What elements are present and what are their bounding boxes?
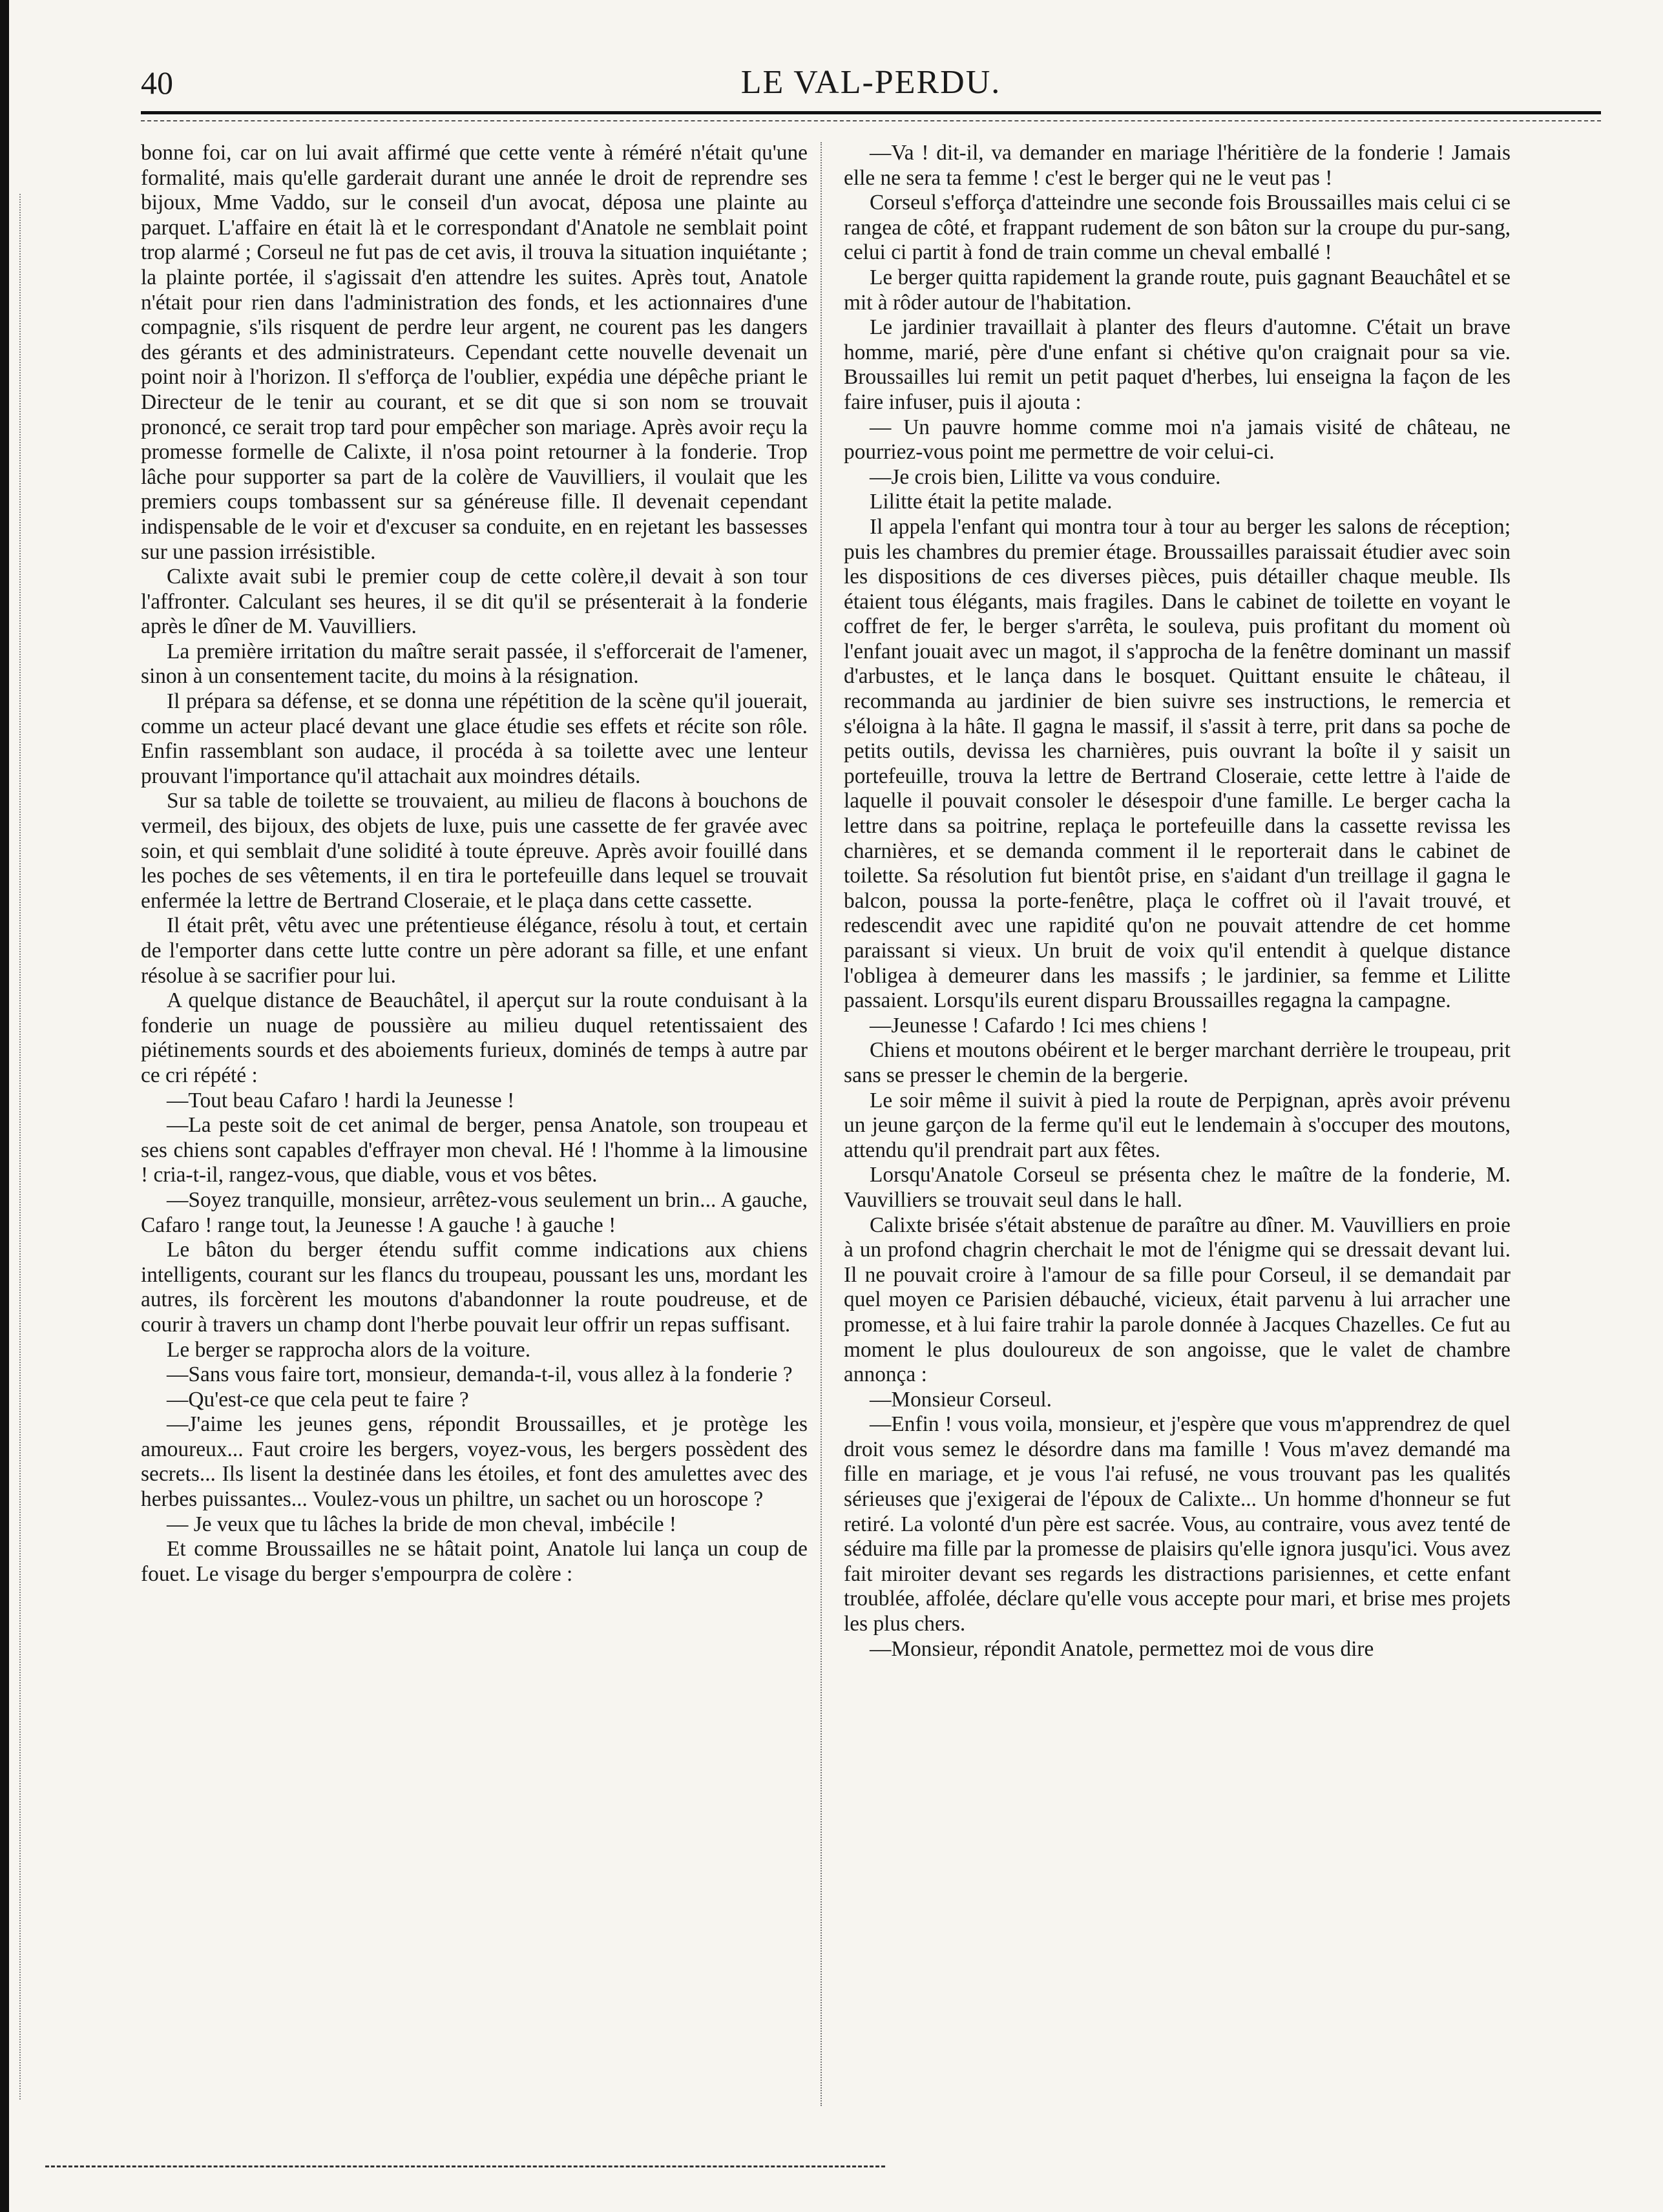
paragraph: —Soyez tranquille, monsieur, arrêtez-vous seulement un brin... A gauche, Cafaro ! range tout, la Jeunesse ! A gauche ! à gauche !	[141, 1187, 808, 1237]
paragraph: — Je veux que tu lâches la bride de mon cheval, imbécile !	[167, 1512, 677, 1536]
paragraph: —Monsieur, répondit Anatole, permettez moi de vous dire	[870, 1636, 1374, 1661]
header-rule	[141, 111, 1601, 114]
paragraph: Il prépara sa défense, et se donna une répétition de la scène qu'il jouerait, comme un acteur placé devant une glace étudie ses effets et récite son rôle. Enfin rassemblant son audace, il procéda à sa toilette avec une lenteur prouvant l'importance qu'il attachait aux moindres détails.	[141, 689, 808, 788]
paragraph: Chiens et moutons obéirent et le berger marchant derrière le troupeau, prit sans se presser le chemin de la bergerie.	[844, 1038, 1511, 1087]
left-column	[141, 141, 808, 1587]
paragraph: —Jeunesse ! Cafardo ! Ici mes chiens !	[870, 1013, 1208, 1038]
footer-rule	[45, 2165, 885, 2167]
paragraph: Sur sa table de toilette se trouvaient, au milieu de flacons à bouchons de vermeil, des bijoux, des objets de luxe, puis une cassette de fer gravée avec soin, et qui semblait d'une solidité à toute épreuve. Après avoir fouillé dans les poches de ses vêtements, il en tira le portefeuille dans lequel se trouvait enfermée la lettre de Bertrand Closeraie, et le plaça dans cette cassette.	[141, 789, 808, 913]
paragraph: Et comme Broussailles ne se hâtait point, Anatole lui lança un coup de fouet. Le visage du berger s'empourpra de colère :	[141, 1537, 808, 1586]
paragraph: — Un pauvre homme comme moi n'a jamais visité de château, ne pourriez-vous point me permettre de voir celui-ci.	[844, 415, 1511, 464]
column-divider	[821, 142, 822, 2106]
paragraph: —Sans vous faire tort, monsieur, demanda-t-il, vous allez à la fonderie ?	[167, 1362, 793, 1387]
paragraph: —Je crois bien, Lilitte va vous conduire.	[870, 464, 1221, 489]
paragraph: Calixte brisée s'était abstenue de paraître au dîner. M. Vauvilliers en proie à un profond chagrin cherchait le mot de l'énigme qui se dressait devant lui. Il ne pouvait croire à l'amour de sa fille pour Corseul, il se demandait par quel moyen ce Parisien débauché, vicieux, était parvenu à lui arracher une promesse, et à lui faire trahir la parole donnée à Jacques Chazelles. Ce fut au moment le plus douloureux de son angoisse, que le valet de chambre annonça :	[844, 1213, 1511, 1387]
running-title: LE VAL-PERDU.	[740, 64, 1001, 101]
paragraph: Le berger quitta rapidement la grande route, puis gagnant Beauchâtel et se mit à rôder autour de l'habitation.	[844, 265, 1511, 315]
paragraph: —Va ! dit-il, va demander en mariage l'héritière de la fonderie ! Jamais elle ne sera ta femme ! c'est le berger qui ne le veut pas !	[844, 141, 1511, 190]
paragraph: —Monsieur Corseul.	[870, 1387, 1052, 1412]
page-number: 40	[141, 65, 173, 101]
paragraph: Corseul s'efforça d'atteindre une seconde fois Broussailles mais celui ci se rangea de côté, et frappant rudement de son bâton sur la croupe du pur-sang, celui ci partit à fond de train comme un cheval emballé !	[844, 191, 1511, 265]
paragraph: Le soir même il suivit à pied la route de Perpignan, après avoir prévenu un jeune garçon de la ferme qu'il eut le lendemain à s'occuper des moutons, attendu qu'il prendrait part aux fêtes.	[844, 1088, 1511, 1162]
paragraph: Le bâton du berger étendu suffit comme indications aux chiens intelligents, courant sur les flancs du troupeau, poussant les uns, mordant les autres, ils forcèrent les moutons d'abandonner la route poudreuse, et de courir à travers un champ dont l'herbe pouvait leur offrir un repas suffisant.	[141, 1238, 808, 1337]
header-rule-dashed	[141, 120, 1601, 121]
binding-edge	[0, 0, 9, 2212]
paragraph: Il était prêt, vêtu avec une prétentieuse élégance, résolu à tout, et certain de l'emporter dans cette lutte contre un père adorant sa fille, et une enfant résolue à se sacrifier pour lui.	[141, 913, 808, 988]
paragraph: La première irritation du maître serait passée, il s'efforcerait de l'amener, sinon à un consentement tacite, du moins à la résignation.	[141, 639, 808, 689]
paragraph: —La peste soit de cet animal de berger, pensa Anatole, son troupeau et ses chiens sont capables d'effrayer mon cheval. Hé ! l'homme à la limousine ! cria-t-il, rangez-vous, que diable, vous et vos bêtes.	[141, 1113, 808, 1187]
paragraph: —Tout beau Cafaro ! hardi la Jeunesse !	[167, 1088, 515, 1112]
right-column	[844, 141, 1511, 1662]
paragraph: Le jardinier travaillait à planter des fleurs d'automne. C'était un brave homme, marié, père d'une enfant si chétive qu'on craignait pour sa vie. Broussailles lui remit un petit paquet d'herbes, lui enseigna la façon de les faire infuser, puis il ajouta :	[844, 315, 1511, 414]
margin-marks	[19, 194, 21, 2100]
paragraph: bonne foi, car on lui avait affirmé que cette vente à réméré n'était qu'une formalité, mais qu'elle garderait durant une année le droit de reprendre ses bijoux, Mme Vaddo, sur le conseil d'un avocat, déposa une plainte au parquet. L'affaire en était là et le correspondant d'Anatole ne semblait point trop alarmé ; Corseul ne fut pas de cet avis, il trouva la situation inquiétante ; la plainte portée, il s'agissait d'en attendre les suites. Après tout, Anatole n'était pour rien dans l'administration des fonds, et les actionnaires d'une compagnie, s'ils risquent de perdre leur argent, ne courent pas les dangers des gérants et des administrateurs. Cependant cette nouvelle devenait un point noir à l'horizon. Il s'efforça de l'oublier, expédia une dépêche priant le Directeur de le tenir au courant, et se dit que si son nom se trouvait prononcé, ce serait trop tard pour empêcher son mariage. Après avoir reçu la promesse formelle de Calixte, il n'osa point retourner à la fonderie. Trop lâche pour supporter sa part de la colère de Vauvilliers, il voulait que les premiers coups tombassent sur sa généreuse fille. Il devenait cependant indispensable de le voir et d'excuser sa conduite, en en rejetant les bassesses sur une passion irrésistible.	[141, 141, 808, 564]
paragraph: Calixte avait subi le premier coup de cette colère,il devait à son tour l'affronter. Calculant ses heures, il se dit qu'il se présenterait à la fonderie après le dîner de M. Vauvilliers.	[141, 565, 808, 639]
paragraph: Le berger se rapprocha alors de la voiture.	[167, 1337, 531, 1362]
paragraph: —Enfin ! vous voila, monsieur, et j'espère que vous m'apprendrez de quel droit vous semez le désordre dans ma famille ! Vous m'avez demandé ma fille en mariage, et je vous l'ai refusé, ne vous trouvant pas les qualités sérieuses que j'exigerai de l'époux de Calixte... Un homme d'honneur se fut retiré. La volonté d'un père est sacrée. Vous, au contraire, vous avez tenté de séduire ma fille par la promesse de plaisirs qu'elle ignora jusqu'ici. Vous avez fait miroiter devant ses regards les distractions parisiennes, et cette enfant troublée, affolée, déclare qu'elle vous accepte pour mari, et brise mes projets les plus chers.	[844, 1412, 1511, 1636]
paragraph: Il appela l'enfant qui montra tour à tour au berger les salons de réception; puis les chambres du premier étage. Broussailles paraissait étudier avec soin les dispositions de ces diverses pièces, puis détailler chaque meuble. Ils étaient tous élégants, mais fragiles. Dans le cabinet de toilette en voyant le coffret de fer, le berger s'arrêta, le souleva, puis profitant du moment où l'enfant jouait avec un magot, il s'approcha de la fenêtre dominant un massif d'arbustes, et le lança dans le bosquet. Quittant ensuite le château, il recommanda au jardinier de bien suivre ses instructions, le remercia et s'éloigna à la hâte. Il gagna le massif, il s'assit à terre, prit dans sa poche de petits outils, devissa les charnières, puis ouvrant la boîte il y saisit un portefeuille, trouva la lettre de Bertrand Closeraie, cette lettre à l'aide de laquelle il pouvait consoler le désespoir d'une famille. Le berger cacha la lettre dans sa poitrine, replaça le portefeuille dans la cassette revissa les charnières, et se demanda comment il le reporterait dans le cabinet de toilette. Sa résolution fut bientôt prise, en s'aidant d'un treillage il gagna le balcon, poussa la porte-fenêtre, plaça le coffret où il l'avait trouvé, et redescendit avec une rapidité qu'on ne pouvait attendre de cet homme paraissant si vieux. Un bruit de voix qu'il entendit à quelque distance l'obligea à demeurer dans les massifs ; le jardinier, sa femme et Lilitte passaient. Lorsqu'ils eurent disparu Broussailles regagna la campagne.	[844, 514, 1511, 1013]
paragraph: A quelque distance de Beauchâtel, il aperçut sur la route conduisant à la fonderie un nuage de poussière au milieu duquel retentissaient des piétinements sourds et des aboiements furieux, dominés de temps à autre par ce cri répété :	[141, 988, 808, 1087]
paragraph: Lorsqu'Anatole Corseul se présenta chez le maître de la fonderie, M. Vauvilliers se trouvait seul dans le hall.	[844, 1163, 1511, 1212]
paragraph: —J'aime les jeunes gens, répondit Broussailles, et je protège les amoureux... Faut croire les bergers, voyez-vous, les bergers possèdent des secrets... Ils lisent la destinée dans les étoiles, et font des amulettes avec des herbes puissantes... Voulez-vous un philtre, un sachet ou un horoscope ?	[141, 1412, 808, 1512]
paragraph: Lilitte était la petite malade.	[870, 490, 1113, 514]
paragraph: —Qu'est-ce que cela peut te faire ?	[167, 1387, 469, 1412]
page-header	[141, 63, 1601, 109]
